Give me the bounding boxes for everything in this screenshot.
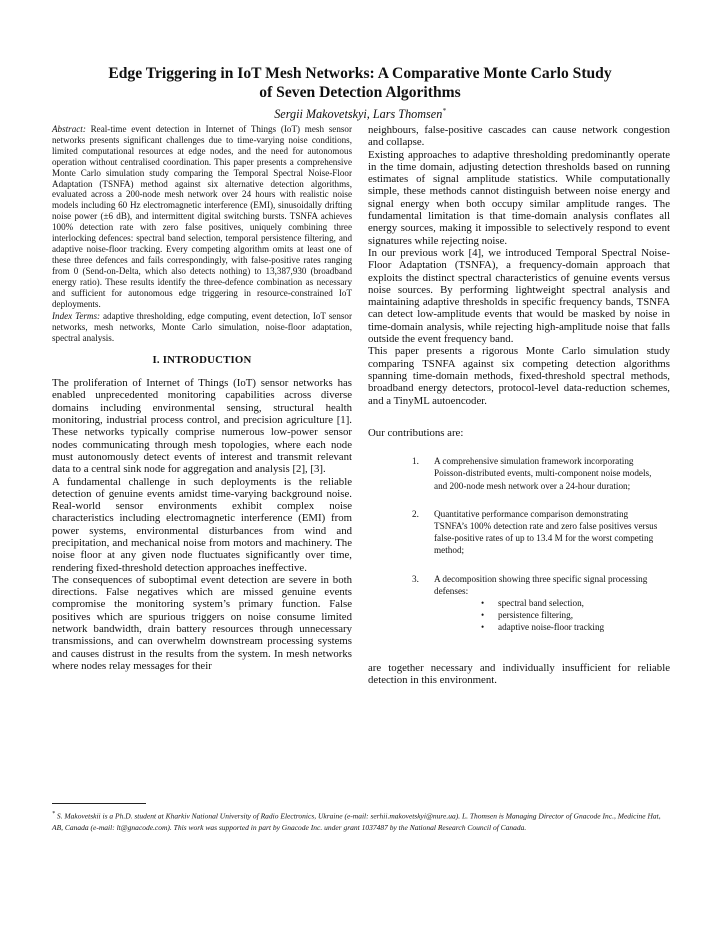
contribution-number: 2.	[412, 508, 419, 519]
author-2: Lars Thomsen	[372, 107, 443, 122]
author-1: Sergii Makovetskyi	[274, 107, 367, 122]
footnote-divider	[52, 803, 146, 804]
contributions-intro: Our contributions are:	[368, 426, 464, 439]
author-footnote	[52, 809, 672, 833]
contribution-text: A decomposition showing three specific signal processing defenses:	[434, 573, 648, 596]
right-column	[368, 124, 670, 686]
index-terms-label: Index Terms:	[52, 311, 101, 322]
paper-title-line-1: Edge Triggering in IoT Mesh Networks: A Comparative Monte Carlo Study	[108, 65, 612, 82]
contribution-item	[368, 455, 670, 492]
contribution-number: 3.	[412, 573, 419, 584]
contribution-item	[368, 508, 670, 557]
contributions-list	[368, 455, 670, 597]
intro-paragraph-3: The consequences of suboptimal event detection are severe in both directions. False negatives which are missed genuine events compromise the monitoring system’s primary function. False positives which are spurious triggers on noise consume limited network bandwidth, drain battery resources through unnecessary transmissions, and can overwhelm downstream processing systems and causes distrust in the results from the system. In mesh networks where nodes relay messages for their	[52, 573, 352, 672]
author-footnote-mark: *	[442, 107, 446, 115]
paper-title-line-2: of Seven Detection Algorithms	[259, 84, 461, 101]
intro-paragraph-3-continued: neighbours, false-positive cascades can cause network congestion and collapse.	[368, 124, 670, 149]
contributions-conclusion: are together necessary and individually insufficient for reliable detection in this environment.	[368, 661, 670, 686]
bullet-icon: •	[481, 610, 485, 621]
footnote-mark: *	[52, 811, 55, 817]
contribution-item	[368, 573, 670, 597]
paper-title	[40, 64, 680, 102]
defense-text: persistence filtering,	[498, 610, 574, 621]
contribution-number: 1.	[412, 456, 419, 467]
bullet-icon: •	[481, 622, 485, 633]
contribution-text: A comprehensive simulation framework incorporating Poisson-distributed events, multi-component noise models, and 200-node mesh network over a 24-hour duration;	[434, 456, 652, 491]
defense-item	[481, 609, 670, 621]
defenses-list	[368, 597, 670, 634]
intro-paragraph-4: Existing approaches to adaptive thresholding predominantly operate in the time domain, adjusting detection thresholds based on running estimates of signal amplitude statistics. While computationally simple, these methods cannot distinguish between noise energy and signal energy when both occupy similar amplitude ranges. The fundamental limitation is that time-domain analysis conflates all energy sources, making it impossible to selectively respond to event signatures while rejecting noise.	[368, 148, 670, 247]
abstract-label: Abstract:	[52, 124, 86, 134]
intro-paragraph-2: A fundamental challenge in such deployments is the reliable detection of genuine events amidst time-varying background noise. Real-world sensor environments exhibit complex noise characteristics including electromagnetic interference (EMI) from power systems, environmental disturbances from wind and precipitation, and mechanical noise from motors and machinery. The noise floor at any given node fluctuates significantly over time, rendering fixed-threshold detection approaches ineffective.	[52, 475, 352, 574]
bullet-icon: •	[481, 597, 485, 608]
index-terms-text: adaptive thresholding, edge computing, event detection, IoT sensor networks, mesh networks, Monte Carlo simulation, noise-floor adaptation, spectral analysis.	[52, 311, 353, 344]
abstract-text: Real-time event detection in Internet of Things (IoT) mesh sensor networks presents significant challenges due to time-varying noise conditions, limited computational resources at edge nodes, and the need for autonomous operation without centralised coordination. This paper presents a comprehensive Monte Carlo simulation study comparing the Temporal Spectral Noise-Floor Adaptation (TSNFA) method against six alternative detection algorithms, evaluated across a 200-node mesh network over 24 hours with realistic noise models including 60 Hz electromagnetic interference (EMI), sinusoidally drifting noise power (±6 dB), and intermittent digital switching bursts. TSNFA achieves 100% detection rate with zero false positives, uniquely combining three interlocking defences: spectral band selection, temporal persistence filtering, and adaptive noise-floor tracking. Every competing algorithm omits at least one of these three defences and fails correspondingly, with false-positive rates ranging from 0 (Send-on-Delta, which also detects nothing) to 13,387,930 (broadband energy ratio). These results identify the three-defence combination as necessary and sufficient for autonomous edge triggering in resource-constrained IoT deployments.	[52, 124, 352, 309]
defense-item	[481, 597, 670, 609]
footnote-text: S. Makovetskii is a Ph.D. student at Kharkiv National University of Radio Electronics, Ukraine (e-mail: serhii.makovetskyi@nure.ua). L. Thomsen is Managing Director of Gnacode Inc., Medicine Hat, AB, Canada (e-mail: lt@gnacode.com). This work was supported in part by Gnacode Inc. under grant 1037487 by the National Research Council of Canada.	[52, 811, 661, 832]
author-separator: ,	[366, 107, 373, 122]
defense-text: adaptive noise-floor tracking	[498, 622, 605, 633]
contribution-text: Quantitative performance comparison demonstrating TSNFA’s 100% detection rate and zero false positives versus false-positive rates of up to 13.4 M for the worst competing method;	[434, 508, 658, 556]
section-heading-introduction: I. INTRODUCTION	[152, 354, 252, 367]
intro-paragraph-1: The proliferation of Internet of Things (IoT) sensor networks has enabled unprecedented monitoring capabilities across diverse domains including environmental sensing, structural health monitoring, industrial process control, and precision agriculture [1]. These networks typically comprise numerous low-power sensor nodes communicating through mesh topologies, where each node must autonomously detect events of interest and transmit relevant data to a central sink node for aggregation and analysis [2], [3].	[52, 377, 352, 476]
left-column	[52, 124, 352, 672]
index-terms	[52, 311, 352, 344]
abstract	[52, 124, 352, 309]
defense-text: spectral band selection,	[498, 597, 584, 608]
intro-paragraph-5: In our previous work [4], we introduced Temporal Spectral Noise-Floor Adaptation (TSNFA), a frequency-domain approach that exploits the distinct spectral characteristics of genuine events versus noise sources. By performing lightweight spectral analysis and maintaining adaptive thresholds in specific frequency bands, TSNFA can detect low-amplitude events that would be masked by noise in time-domain analysis, while rejecting high-amplitude noise that falls outside the event frequency band.	[368, 246, 670, 346]
defense-item	[481, 621, 670, 633]
intro-paragraph-6: This paper presents a rigorous Monte Carlo simulation study comparing TSNFA against six competing detection algorithms spanning time-domain methods, fixed-threshold spectral methods, broadband energy detectors, protocol-level data-reduction schemes, and a TinyML autoencoder.	[368, 345, 670, 407]
author-line	[40, 104, 680, 122]
